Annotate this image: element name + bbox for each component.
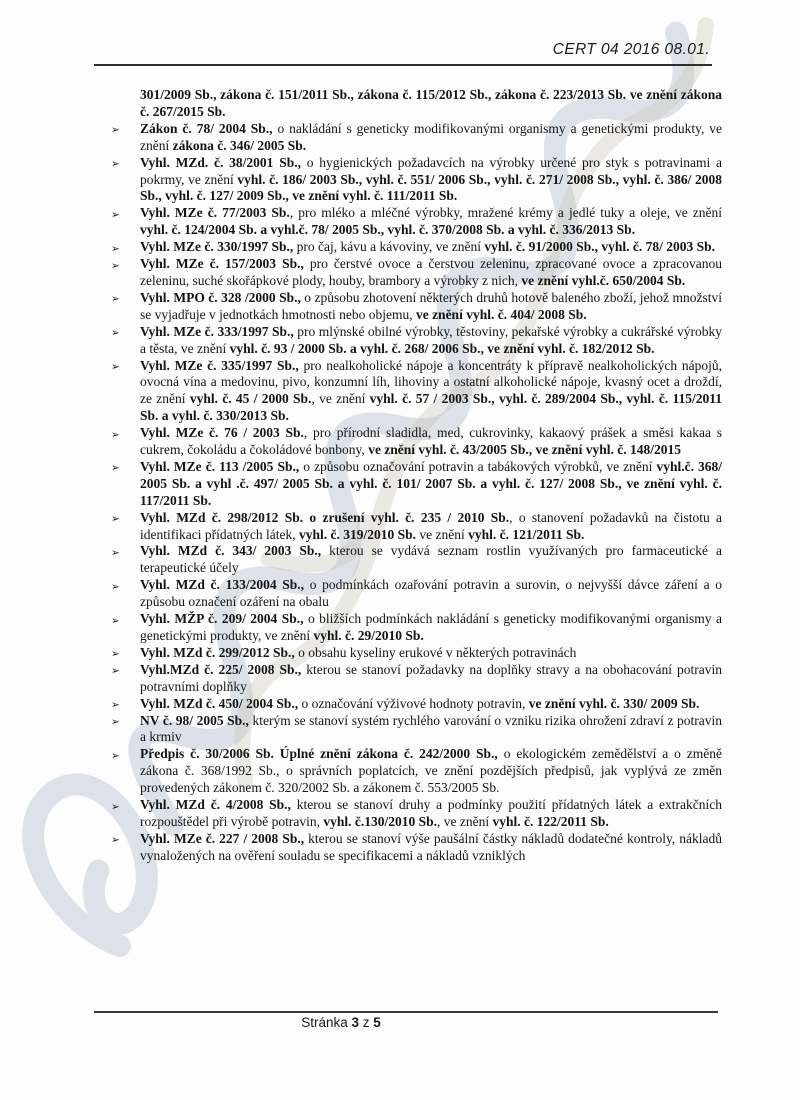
arrow-bullet-icon: ➢ (111, 428, 120, 441)
arrow-bullet-icon: ➢ (111, 580, 120, 593)
footer-separator: z (359, 1015, 374, 1030)
list-item: ➢ Vyhl. MZd č. 133/2004 Sb., o podmínkách ozařování potravin a surovin, o nejvyšší dávce záření a o způsobu označení ozáření na obalu (111, 577, 722, 610)
list-item: ➢ Vyhl. MZe č. 330/1997 Sb., pro čaj, kávu a kávoviny, ve znění vyhl. č. 91/2000 Sb., vyhl. č. 78/ 2003 Sb. (96, 239, 722, 256)
arrow-bullet-icon: ➢ (111, 614, 120, 627)
list-item: ➢ Vyhl. MZe č. 333/1997 Sb., pro mlýnské obilné výrobky, těstoviny, pekařské výrobky a cukrářské výrobky a těsta, ve znění vyhl. č. 93 / 2000 Sb. a vyhl. č. 268/ 2006 Sb., ve znění vyhl. č. 182/2012 Sb. (111, 323, 722, 356)
arrow-bullet-icon: ➢ (111, 716, 120, 729)
regulation-list (96, 121, 722, 865)
list-item: ➢ Zákon č. 78/ 2004 Sb., o nakládání s geneticky modifikovanými organismy a genetickými produkty, ve znění zákona č. 346/ 2005 Sb. (111, 120, 722, 153)
list-item: ➢ Předpis č. 30/2006 Sb. Úplné znění zákona č. 242/2000 Sb., o ekologickém zemědělství a o změně zákona č. 368/1992 Sb., o správních poplatcích, ve znění pozdějších předpisů, jak vyplývá ze změn provedených zákonem č. 320/2002 Sb. a zákonem č. 553/2005 Sb. (111, 746, 722, 796)
arrow-bullet-icon: ➢ (111, 800, 120, 813)
list-item: ➢ Vyhl. MZd č. 343/ 2003 Sb., kterou se vydává seznam rostlin využívaných pro farmaceutické a terapeutické účely (111, 543, 722, 576)
list-item: ➢ Vyhl. MZe č. 335/1997 Sb., pro nealkoholické nápoje a koncentráty k přípravě nealkoholických nápojů, ovocná vína a medovinu, pivo, konzumní líh, lihoviny a ostatní alkoholické nápoje, kvasný ocet a droždí, ze znění vyhl. č. 45 / 2000 Sb., ve znění vyhl. č. 57 / 2003 Sb., vyhl. č. 289/2004 Sb., vyhl. č. 115/2011 Sb. a vyhl. č. 330/2013 Sb. (111, 357, 722, 424)
arrow-bullet-icon: ➢ (111, 158, 120, 171)
total-pages: 5 (373, 1015, 381, 1030)
content (96, 87, 722, 865)
arrow-bullet-icon: ➢ (111, 124, 120, 137)
arrow-bullet-icon: ➢ (111, 834, 120, 847)
list-item: ➢ Vyhl. MZd. č. 38/2001 Sb., o hygienických požadavcích na výrobky určené pro styk s potravinami a pokrmy, ve znění vyhl. č. 186/ 2003 Sb., vyhl. č. 551/ 2006 Sb., vyhl. č. 271/ 2008 Sb., vyhl. č. 386/ 2008 Sb., vyhl. č. 127/ 2009 Sb., ve znění vyhl. č. 111/2011 Sb. (111, 154, 722, 204)
list-item: ➢ Vyhl. MZd č. 298/2012 Sb. o zrušení vyhl. č. 235 / 2010 Sb., o stanovení požadavků na čistotu a identifikaci přídatných látek, vyhl. č. 319/2010 Sb. ve znění vyhl. č. 121/2011 Sb. (111, 509, 723, 542)
list-item: ➢ NV č. 98/ 2005 Sb., kterým se stanoví systém rychlého varování o vzniku rizika ohrožení zdraví z potravin a krmiv (111, 712, 723, 745)
list-item: ➢ Vyhl.MZd č. 225/ 2008 Sb., kterou se stanoví požadavky na doplňky stravy a na obohacování potravin potravními doplňky (111, 661, 722, 694)
document-code: CERT 04 2016 08.01. (552, 41, 710, 58)
page-number: 3 (351, 1015, 359, 1030)
list-item: ➢ Vyhl. MZe č. 77/2003 Sb., pro mléko a mléčné výrobky, mražené krémy a jedlé tuky a oleje, ve znění vyhl. č. 124/2004 Sb. a vyhl.č. 78/ 2005 Sb., vyhl. č. 370/2008 Sb. a vyhl. č. 336/2013 Sb. (111, 205, 722, 238)
arrow-bullet-icon: ➢ (111, 699, 120, 712)
list-item: ➢ Vyhl. MZe č. 113 /2005 Sb., o způsobu označování potravin a tabákových výrobků, ve znění vyhl.č. 368/ 2005 Sb. a vyhl .č. 497/ 2005 Sb. a vyhl. č. 101/ 2007 Sb. a vyhl. č. 127/ 2008 Sb., ve znění vyhl. č. 117/2011 Sb. (111, 458, 722, 508)
list-item: ➢ Vyhl. MZe č. 227 / 2008 Sb., kterou se stanoví výše paušální částky nákladů dodatečné kontroly, nákladů vynaložených na ověření souladu se specifikacemi a nákladů vzniklých (111, 830, 722, 863)
footer-rule (94, 1011, 718, 1013)
arrow-bullet-icon: ➢ (111, 361, 120, 373)
arrow-bullet-icon: ➢ (111, 208, 120, 221)
arrow-bullet-icon: ➢ (111, 665, 120, 678)
list-item: ➢ Vyhl. MZd č. 450/ 2004 Sb., o označování výživové hodnoty potravin, ve znění vyhl. č. 330/ 2009 Sb. (96, 696, 722, 713)
arrow-bullet-icon: ➢ (111, 513, 120, 526)
arrow-bullet-icon: ➢ (111, 749, 120, 762)
list-item: ➢ Vyhl. MZe č. 157/2003 Sb., pro čerstvé ovoce a čerstvou zeleninu, zpracované ovoce a zpracovanou zeleninu, suché skořápkové plody, houby, brambory a výrobky z nich, ve znění vyhl.č. 650/2004 Sb. (111, 256, 722, 288)
arrow-bullet-icon: ➢ (111, 259, 120, 272)
arrow-bullet-icon: ➢ (111, 546, 120, 559)
list-item: ➢ Vyhl. MZd č. 299/2012 Sb., o obsahu kyseliny erukové v některých potravinách (96, 645, 722, 662)
list-item: ➢ Vyhl. MZd č. 4/2008 Sb., kterou se stanoví druhy a podmínky použití přídatných látek a extrakčních rozpouštědel při výrobě potravin, vyhl. č.130/2010 Sb., ve znění vyhl. č. 122/2011 Sb. (111, 797, 722, 829)
arrow-bullet-icon: ➢ (111, 327, 120, 340)
list-item: ➢ Vyhl. MZe č. 76 / 2003 Sb., pro přírodní sladidla, med, cukrovinky, kakaový prášek a směsi kakaa s cukrem, čokoládu a čokoládové bonbony, ve znění vyhl. č. 43/2005 Sb., ve znění vyhl. č. 148/2015 (111, 425, 722, 458)
page-footer (96, 1015, 586, 1030)
arrow-bullet-icon: ➢ (111, 462, 120, 475)
arrow-bullet-icon: ➢ (111, 293, 120, 306)
arrow-bullet-icon: ➢ (111, 242, 120, 255)
list-item: ➢ Vyhl. MŽP č. 209/ 2004 Sb., o bližších podmínkách nakládání s geneticky modifikovanými organismy a genetickými produkty, ve znění vyhl. č. 29/2010 Sb. (111, 611, 722, 643)
footer-label: Stránka (301, 1015, 352, 1030)
arrow-bullet-icon: ➢ (111, 648, 120, 661)
intro-paragraph: 301/2009 Sb., zákona č. 151/2011 Sb., zákona č. 115/2012 Sb., zákona č. 223/2013 Sb. ve znění zákona č. 267/2015 Sb. (140, 87, 722, 119)
list-item: ➢ Vyhl. MPO č. 328 /2000 Sb., o způsobu zhotovení některých druhů hotově baleného zboží, jehož množství se vyjadřuje v jednotkách hmotnosti nebo objemu, ve znění vyhl. č. 404/ 2008 Sb. (111, 289, 722, 322)
header-rule (94, 64, 712, 66)
